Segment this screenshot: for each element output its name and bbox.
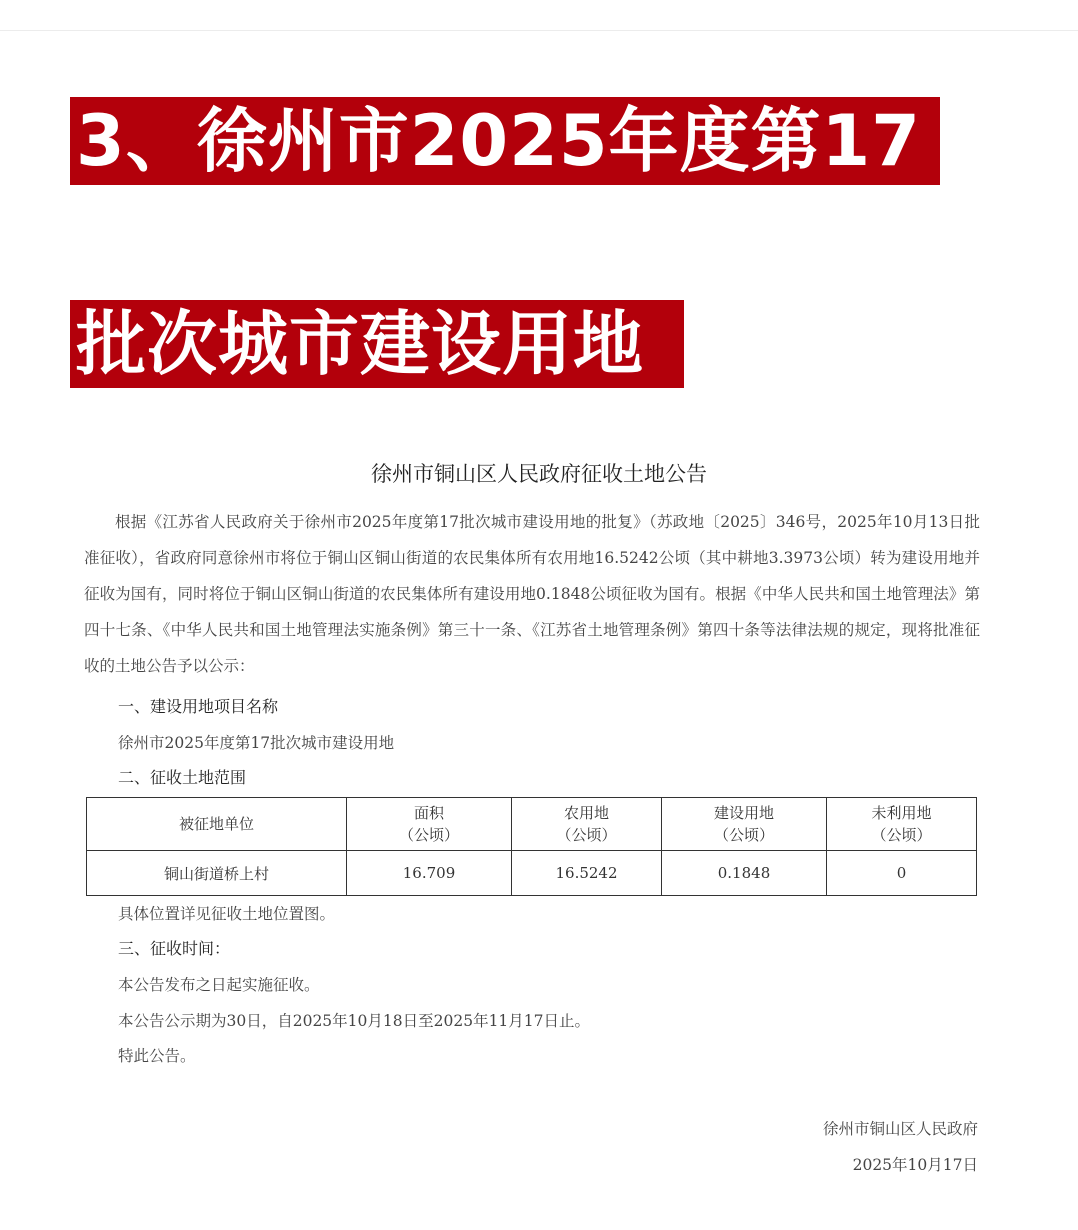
table-header-cell: 农用地 （公顷） <box>512 798 662 851</box>
banner-title-line2: 批次城市建设用地 <box>70 300 684 388</box>
top-divider <box>0 30 1078 31</box>
table-header-cell: 面积 （公顷） <box>347 798 512 851</box>
table-row <box>87 851 977 896</box>
table-note: 具体位置详见征收土地位置图。 <box>118 905 336 923</box>
section3-heading: 三、征收时间： <box>118 939 231 958</box>
table-cell: 16.5242 <box>512 851 662 896</box>
section1-heading: 一、建设用地项目名称 <box>118 697 279 716</box>
table-header-cell: 建设用地 （公顷） <box>662 798 827 851</box>
table-header-cell: 未利用地 （公顷） <box>827 798 977 851</box>
table-header-row <box>87 798 977 851</box>
document-title: 徐州市铜山区人民政府征收土地公告 <box>371 462 707 486</box>
land-table <box>86 797 977 896</box>
signature-date: 2025年10月17日 <box>852 1156 978 1174</box>
section1-text: 徐州市2025年度第17批次城市建设用地 <box>118 734 395 752</box>
section2-heading: 二、征收土地范围 <box>118 768 247 787</box>
banner-title-line1: 3、徐州市2025年度第17 <box>70 97 940 185</box>
signature-org: 徐州市铜山区人民政府 <box>822 1120 978 1138</box>
table-cell: 铜山街道桥上村 <box>87 851 347 896</box>
section3-line2: 本公告公示期为30日，自2025年10月18日至2025年11月17日止。 <box>118 1012 591 1030</box>
table-cell: 0 <box>827 851 977 896</box>
table-cell: 16.709 <box>347 851 512 896</box>
section3-line1: 本公告发布之日起实施征收。 <box>118 976 320 994</box>
table-header-cell: 被征地单位 <box>87 798 347 851</box>
intro-paragraph: 根据《江苏省人民政府关于徐州市2025年度第17批次城市建设用地的批复》（苏政地〔2025〕346号，2025年10月13日批准征收），省政府同意徐州市将位于铜山区铜山街道的农民集体所有农用地16.5242公顷（其中耕地3.3973公顷）转为建设用地并征收为国有，同时将位于铜山区铜山街道的农民集体所有建设用地0.1848公顷征收为国有。根据《中华人民共和国土地管理法》第四十七条、《中华人民共和国土地管理法实施条例》第三十一条、《江苏省土地管理条例》第四十条等法律法规的规定，现将批准征收的土地公告予以公示： <box>84 513 980 675</box>
table-cell: 0.1848 <box>662 851 827 896</box>
closing-text: 特此公告。 <box>118 1047 196 1065</box>
document-intro <box>84 504 980 684</box>
